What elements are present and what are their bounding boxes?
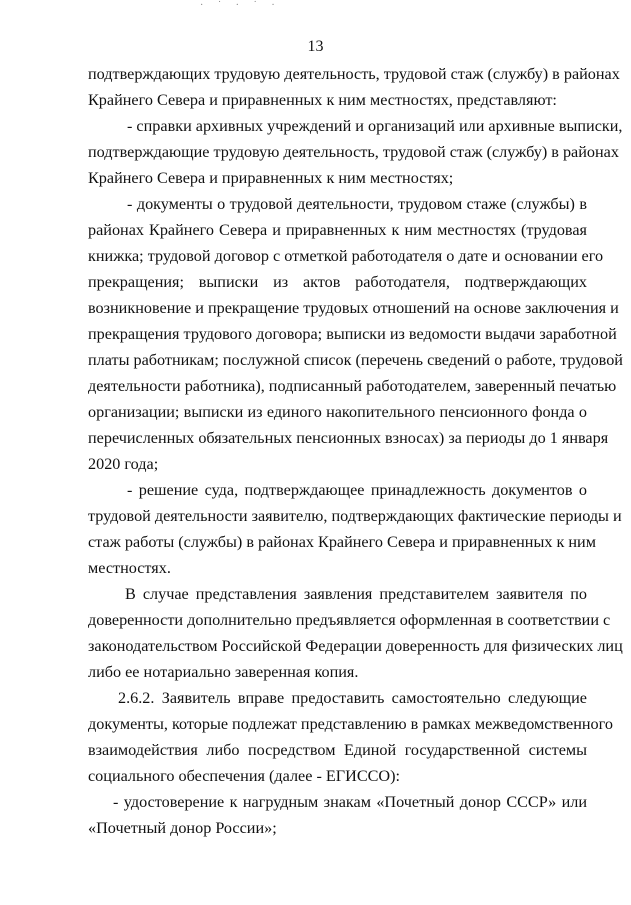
text-line: - удостоверение к нагрудным знакам «Почетный донор СССР» или [113, 793, 587, 811]
text-line: Крайнего Севера и приравненных к ним местностях, представляют: [88, 91, 557, 109]
text-line: В случае представления заявления представителем заявителя по [125, 585, 587, 603]
page-number: 13 [307, 38, 324, 55]
text-line: прекращения; выписки из актов работодателя, подтверждающих [88, 273, 587, 291]
text-line: либо ее нотариально заверенная копия. [88, 663, 359, 681]
text-line: возникновение и прекращение трудовых отношений на основе заключения и [88, 299, 619, 317]
text-line: перечисленных обязательных пенсионных взносах) за периоды до 1 января [88, 429, 609, 447]
text-line: 2.6.2. Заявитель вправе предоставить самостоятельно следующие [118, 689, 587, 707]
text-line: платы работникам; послужной список (перечень сведений о работе, трудовой [88, 351, 623, 369]
text-line: подтверждающие трудовую деятельность, трудовой стаж (службу) в районах [88, 143, 619, 161]
text-line: - справки архивных учреждений и организаций или архивные выписки, [127, 117, 623, 135]
text-line: книжка; трудовой договор с отметкой работодателя о дате и основании его [88, 247, 604, 265]
text-line: документы, которые подлежат представлению в рамках межведомственного [88, 715, 613, 733]
text-line: «Почетный донор России»; [88, 819, 277, 837]
text-line: социального обеспечения (далее - ЕГИССО): [88, 767, 400, 785]
text-line: законодательством Российской Федерации доверенность для физических лиц [88, 637, 623, 655]
text-line: районах Крайнего Севера и приравненных к ним местностях (трудовая [88, 221, 587, 239]
text-line: местностях. [88, 559, 171, 577]
text-line: 2020 года; [88, 455, 159, 473]
text-line: прекращения трудового договора; выписки из ведомости выдачи заработной [88, 325, 617, 343]
text-line: трудовой деятельности заявителю, подтверждающих фактические периоды и [88, 507, 622, 525]
text-line: подтверждающих трудовую деятельность, трудовой стаж (службу) в районах [88, 65, 620, 83]
text-line: доверенности дополнительно предъявляется оформленная в соответствии с [88, 611, 611, 629]
text-line: - решение суда, подтверждающее принадлежность документов о [127, 481, 587, 499]
text-line: взаимодействия либо посредством Единой государственной системы [88, 741, 587, 759]
text-line: деятельности работника), подписанный работодателем, заверенный печатью [88, 377, 617, 395]
text-line: стаж работы (службы) в районах Крайнего Севера и приравненных к ним [88, 533, 596, 551]
text-line: Крайнего Севера и приравненных к ним местностях; [88, 169, 454, 187]
text-line: - документы о трудовой деятельности, трудовом стаже (службы) в [127, 195, 587, 213]
text-line: организации; выписки из единого накопительного пенсионного фонда о [88, 403, 587, 421]
scan-artifact: · ˙ · ˙ · [200, 0, 281, 11]
